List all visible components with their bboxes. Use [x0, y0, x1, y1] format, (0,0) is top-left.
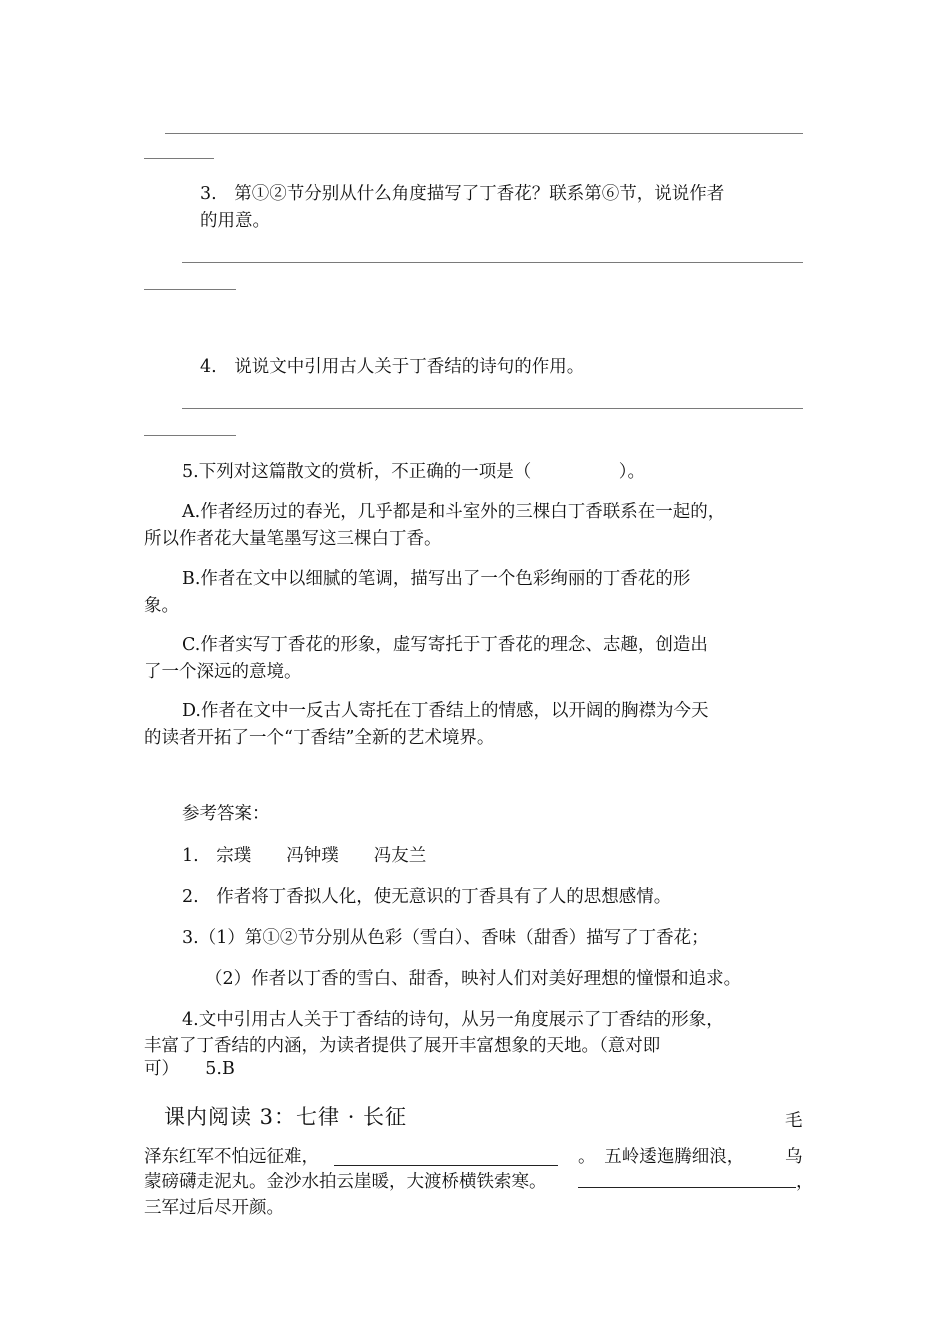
option-a-line1: A.作者经历过的春光，几乎都是和斗室外的三棵白丁香联系在一起的，: [182, 502, 726, 522]
answer-3-part2: （2）作者以丁香的雪白、甜香，映衬人们对美好理想的憧憬和追求。: [205, 969, 742, 989]
answer-line-tail[interactable]: [144, 435, 236, 436]
poem-line2-a: 蒙磅礴走泥丸。金沙水拍云崖暖，大渡桥横铁索寒。: [144, 1172, 547, 1192]
question-4: 4. 说说文中引用古人关于丁香结的诗句的作用。: [200, 357, 585, 377]
poem-line3: 三军过后尽开颜。: [144, 1198, 284, 1218]
answer-4-line1: 4.文中引用古人关于丁香结的诗句，从另一角度展示了丁香结的形象，: [182, 1010, 724, 1030]
section-title: 课内阅读 3：七律 · 长征: [164, 1105, 408, 1129]
question-5-stem: 5.下列对这篇散文的赏析，不正确的一项是（ ）。: [182, 462, 645, 482]
answer-line[interactable]: [182, 408, 803, 409]
answer-line-tail: [144, 158, 214, 159]
answer-line[interactable]: [182, 262, 803, 263]
option-b-line1: B.作者在文中以细腻的笔调，描写出了一个色彩绚丽的丁香花的形: [182, 569, 691, 589]
answer-4-line2: 丰富了丁香结的内涵，为读者提供了展开丰富想象的天地。（意对即: [144, 1036, 661, 1056]
answer-3-part1: 3.（1）第①②节分别从色彩（雪白）、香味（甜香）描写了丁香花；: [182, 928, 709, 948]
question-3-line1: 3. 第①②节分别从什么角度描写了丁香花？联系第⑥节，说说作者: [200, 184, 725, 204]
option-c-line1: C.作者实写丁香花的形象，虚写寄托于丁香花的理念、志趣，创造出: [182, 635, 708, 655]
question-3-line2: 的用意。: [200, 211, 270, 231]
option-b-line2: 象。: [144, 596, 179, 616]
answer-2: 2. 作者将丁香拟人化，使无意识的丁香具有了人的思想感情。: [182, 887, 672, 907]
option-d-line2: 的读者开拓了一个“丁香结”全新的艺术境界。: [144, 728, 495, 748]
option-d-line1: D.作者在文中一反古人寄托在丁香结上的情感，以开阔的胸襟为今天: [182, 701, 709, 721]
answer-line: [165, 133, 803, 134]
option-a-line2: 所以作者花大量笔墨写这三棵白丁香。: [144, 529, 442, 549]
answer-line-tail[interactable]: [144, 289, 236, 290]
option-c-line2: 了一个深远的意境。: [144, 662, 302, 682]
answer-4-5-line3: 可） 5.B: [144, 1059, 235, 1079]
answers-heading: 参考答案：: [182, 804, 270, 824]
answer-1: 1. 宗璞 冯钟璞 冯友兰: [182, 846, 427, 866]
poem-line2-b: ，: [796, 1172, 814, 1192]
poem-line1-a: 泽东红军不怕远征难，: [144, 1147, 319, 1167]
poem-blank-2[interactable]: [578, 1187, 796, 1188]
author-char: 毛: [785, 1111, 803, 1131]
poem-line1-b: 。 五岭逶迤腾细浪，: [578, 1147, 745, 1167]
poem-blank-1[interactable]: [334, 1165, 558, 1166]
poem-line1-c: 乌: [785, 1147, 803, 1167]
